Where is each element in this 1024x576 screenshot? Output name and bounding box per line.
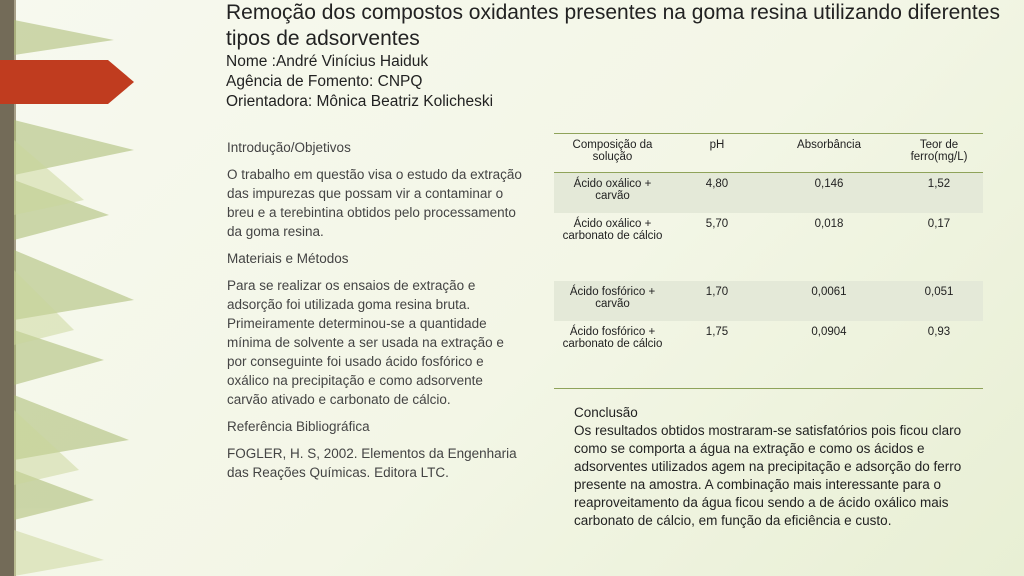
advisor-line: Orientadora: Mônica Beatriz Kolicheski	[226, 93, 494, 110]
cell-composition: Ácido fosfórico + carbonato de cálcio	[554, 321, 671, 389]
table-row	[554, 213, 983, 281]
funding-line: Agência de Fomento: CNPQ	[226, 73, 423, 90]
table-row	[554, 281, 983, 321]
cell-ph: 4,80	[705, 178, 729, 190]
cell-iron: 0,051	[924, 285, 954, 298]
header-composition: Composição da solução	[554, 134, 671, 173]
cell-absorbance: 0,0904	[763, 321, 895, 389]
header-ph: pH	[671, 134, 763, 173]
reference-text: FOGLER, H. S, 2002. Elementos da Engenharia das Reações Químicas. Editora LTC.	[227, 446, 517, 480]
conclusion-text: Os resultados obtidos mostraram-se satisfatórios pois ficou claro como se comporta a água na extração e como os ácidos e adsorventes utilizados agem na precipitação e adsorção do ferro presente na amostra. A combinação mais interessante para o reaproveitamento da água ficou sendo a de ácido oxálico mais carbonato de cálcio, em função da eficiência e custo.	[574, 423, 962, 528]
title-arrow-marker	[0, 60, 134, 104]
methods-heading: Materiais e Métodos	[227, 251, 349, 266]
header-absorbance: Absorbância	[763, 134, 895, 173]
header-iron-content: Teor de ferro(mg/L)	[895, 134, 983, 173]
cell-composition: Ácido oxálico + carbonato de cálcio	[562, 217, 663, 242]
reference-heading: Referência Bibliográfica	[227, 419, 370, 434]
cell-absorbance: 0,018	[814, 217, 844, 230]
cell-ph: 1,70	[705, 285, 729, 298]
conclusion-block	[574, 404, 969, 530]
intro-text: O trabalho em questão visa o estudo da extração das impurezas que possam vir a contaminar o breu e a terebintina obtidos pelo processamento da goma resina.	[227, 167, 522, 239]
table-row	[554, 321, 983, 389]
author-line: Nome :André Vinícius Haiduk	[226, 53, 429, 70]
results-table-container	[554, 133, 983, 389]
table-row	[554, 173, 983, 213]
cell-absorbance: 0,0061	[811, 285, 847, 298]
slide-header	[226, 0, 1006, 112]
cell-iron: 1,52	[927, 178, 951, 190]
methods-text: Para se realizar os ensaios de extração e adsorção foi utilizada goma resina bruta. Primeiramente determinou-se a quantidade mínima de solvente a ser usada na extração e por conseguinte foi usado ácido fosfórico e oxálico na precipitação e como adsorvente carvão ativado e carbonato de cálcio.	[227, 278, 504, 407]
cell-composition: Ácido fosfórico + carvão	[569, 285, 656, 310]
cell-absorbance: 0,146	[814, 178, 844, 190]
intro-heading: Introdução/Objetivos	[227, 140, 351, 155]
cell-ph: 5,70	[705, 217, 729, 230]
conclusion-heading: Conclusão	[574, 405, 638, 420]
table-header-row	[554, 134, 983, 173]
cell-iron: 0,17	[927, 217, 951, 230]
cell-iron: 0,93	[895, 321, 983, 389]
cell-ph: 1,75	[671, 321, 763, 389]
results-table	[554, 133, 983, 389]
cell-composition: Ácido oxálico + carvão	[573, 178, 652, 202]
left-text-column	[227, 138, 527, 490]
slide-title: Remoção dos compostos oxidantes presentes na goma resina utilizando diferentes tipos de adsorventes	[226, 1, 1000, 50]
